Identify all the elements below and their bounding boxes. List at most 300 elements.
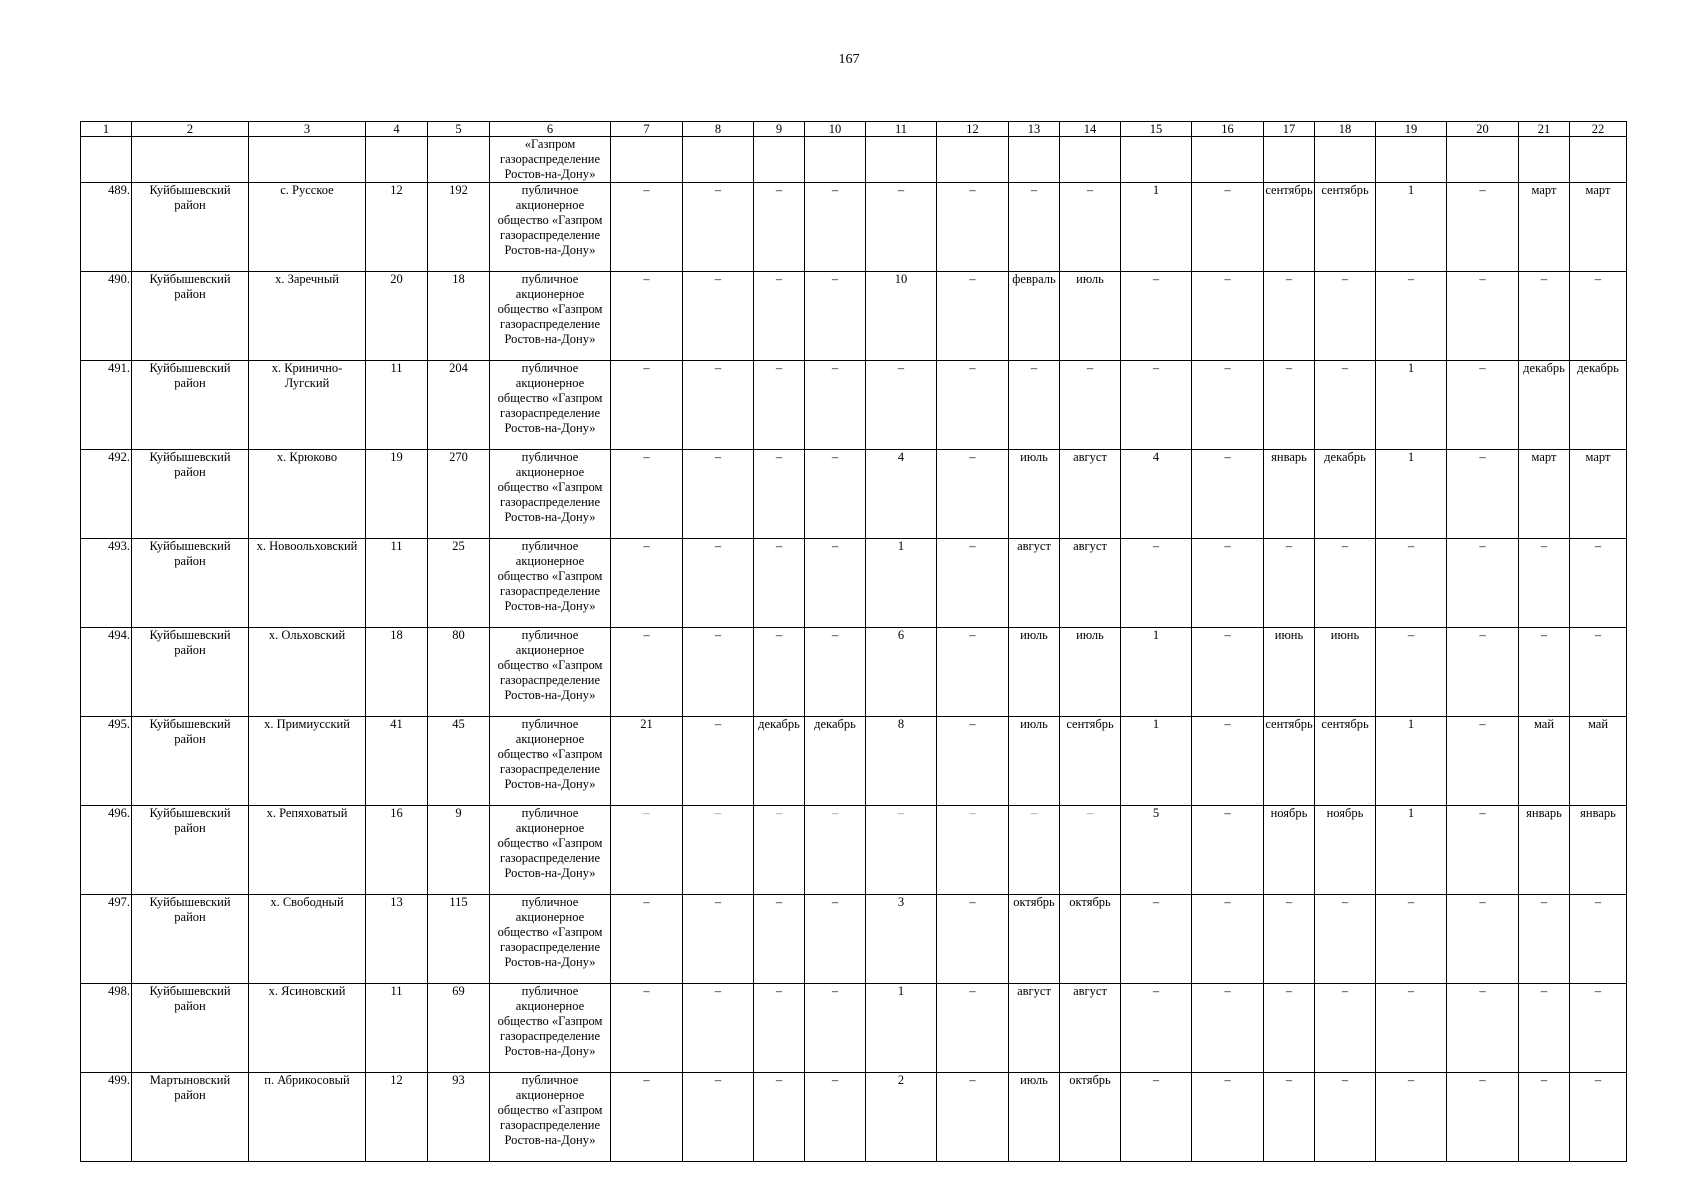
empty-cell — [366, 137, 428, 183]
col7-cell: – — [611, 272, 683, 361]
col17-cell: – — [1264, 272, 1315, 361]
col8-cell: – — [683, 361, 754, 450]
col9-cell: – — [754, 628, 805, 717]
col11-cell: – — [866, 361, 937, 450]
col19-cell: – — [1376, 984, 1447, 1073]
col12-cell: – — [937, 272, 1009, 361]
empty-cell — [1192, 137, 1264, 183]
col18-cell: сентябрь — [1315, 183, 1376, 272]
col9-cell: – — [754, 895, 805, 984]
empty-cell — [866, 137, 937, 183]
district-cell: Куйбышевский район — [132, 895, 249, 984]
col15-cell: – — [1121, 1073, 1192, 1162]
col5-cell: 93 — [428, 1073, 490, 1162]
col11-cell: 1 — [866, 539, 937, 628]
col9-cell: – — [754, 361, 805, 450]
col4-cell: 12 — [366, 1073, 428, 1162]
column-number-19: 19 — [1376, 122, 1447, 137]
col12-cell: – — [937, 717, 1009, 806]
col7-cell: – — [611, 361, 683, 450]
district-cell: Куйбышевский район — [132, 539, 249, 628]
col8-cell: – — [683, 984, 754, 1073]
organization-cell: публичное акционерное общество «Газпром газораспределение Ростов-на-Дону» — [490, 539, 611, 628]
organization-cell: публичное акционерное общество «Газпром газораспределение Ростов-на-Дону» — [490, 895, 611, 984]
column-number-8: 8 — [683, 122, 754, 137]
settlement-cell: х. Репяховатый — [249, 806, 366, 895]
column-number-21: 21 — [1519, 122, 1570, 137]
col19-cell: – — [1376, 272, 1447, 361]
col16-cell: – — [1192, 183, 1264, 272]
col12-cell: – — [937, 450, 1009, 539]
col15-cell: 4 — [1121, 450, 1192, 539]
column-number-row — [81, 122, 1627, 137]
col22-cell: – — [1570, 628, 1627, 717]
empty-cell — [1121, 137, 1192, 183]
col17-cell: сентябрь — [1264, 183, 1315, 272]
col8-cell: – — [683, 539, 754, 628]
organization-cell: публичное акционерное общество «Газпром газораспределение Ростов-на-Дону» — [490, 1073, 611, 1162]
empty-cell — [132, 137, 249, 183]
col10-cell: – — [805, 183, 866, 272]
col12-cell: – — [937, 984, 1009, 1073]
col19-cell: 1 — [1376, 450, 1447, 539]
col18-cell: – — [1315, 895, 1376, 984]
col21-cell: – — [1519, 272, 1570, 361]
settlement-cell: х. Ольховский — [249, 628, 366, 717]
row-number-cell: 498. — [81, 984, 132, 1073]
col11-cell: 1 — [866, 984, 937, 1073]
col20-cell: – — [1447, 806, 1519, 895]
col14-cell: июль — [1060, 272, 1121, 361]
col12-cell: – — [937, 539, 1009, 628]
col13-cell: февраль — [1009, 272, 1060, 361]
col7-cell: – — [611, 806, 683, 895]
col14-cell: – — [1060, 806, 1121, 895]
empty-cell — [611, 137, 683, 183]
settlement-cell: х. Примиусский — [249, 717, 366, 806]
col5-cell: 45 — [428, 717, 490, 806]
settlement-cell: х. Новоольховский — [249, 539, 366, 628]
col10-cell: – — [805, 450, 866, 539]
col11-cell: 8 — [866, 717, 937, 806]
col9-cell: – — [754, 183, 805, 272]
col13-cell: июль — [1009, 450, 1060, 539]
table-row — [81, 806, 1627, 895]
row-number-cell: 499. — [81, 1073, 132, 1162]
col16-cell: – — [1192, 539, 1264, 628]
col5-cell: 69 — [428, 984, 490, 1073]
column-number-10: 10 — [805, 122, 866, 137]
row-number-cell: 497. — [81, 895, 132, 984]
col11-cell: 4 — [866, 450, 937, 539]
col22-cell: – — [1570, 1073, 1627, 1162]
col4-cell: 11 — [366, 984, 428, 1073]
empty-cell — [1376, 137, 1447, 183]
col10-cell: – — [805, 1073, 866, 1162]
col13-cell: август — [1009, 539, 1060, 628]
col14-cell: август — [1060, 450, 1121, 539]
col18-cell: – — [1315, 1073, 1376, 1162]
col17-cell: – — [1264, 984, 1315, 1073]
col21-cell: – — [1519, 895, 1570, 984]
col15-cell: – — [1121, 361, 1192, 450]
col11-cell: 2 — [866, 1073, 937, 1162]
table-row — [81, 272, 1627, 361]
col17-cell: – — [1264, 539, 1315, 628]
table-row — [81, 1073, 1627, 1162]
col16-cell: – — [1192, 806, 1264, 895]
col11-cell: – — [866, 183, 937, 272]
organization-cell: публичное акционерное общество «Газпром газораспределение Ростов-на-Дону» — [490, 450, 611, 539]
column-number-3: 3 — [249, 122, 366, 137]
col15-cell: – — [1121, 539, 1192, 628]
col10-cell: – — [805, 539, 866, 628]
organization-cell: публичное акционерное общество «Газпром газораспределение Ростов-на-Дону» — [490, 806, 611, 895]
col17-cell: январь — [1264, 450, 1315, 539]
col19-cell: 1 — [1376, 806, 1447, 895]
column-number-17: 17 — [1264, 122, 1315, 137]
col21-cell: – — [1519, 984, 1570, 1073]
col19-cell: 1 — [1376, 361, 1447, 450]
col10-cell: – — [805, 895, 866, 984]
col12-cell: – — [937, 628, 1009, 717]
row-number-cell: 495. — [81, 717, 132, 806]
row-number-cell: 490. — [81, 272, 132, 361]
empty-cell — [1060, 137, 1121, 183]
column-number-9: 9 — [754, 122, 805, 137]
col14-cell: – — [1060, 183, 1121, 272]
col20-cell: – — [1447, 450, 1519, 539]
column-number-18: 18 — [1315, 122, 1376, 137]
col4-cell: 11 — [366, 361, 428, 450]
col7-cell: – — [611, 628, 683, 717]
column-number-20: 20 — [1447, 122, 1519, 137]
col17-cell: – — [1264, 361, 1315, 450]
col8-cell: – — [683, 272, 754, 361]
col19-cell: – — [1376, 628, 1447, 717]
col11-cell: – — [866, 806, 937, 895]
row-number-cell: 496. — [81, 806, 132, 895]
col22-cell: май — [1570, 717, 1627, 806]
column-number-15: 15 — [1121, 122, 1192, 137]
organization-cell: публичное акционерное общество «Газпром газораспределение Ростов-на-Дону» — [490, 361, 611, 450]
col15-cell: – — [1121, 895, 1192, 984]
col20-cell: – — [1447, 717, 1519, 806]
column-number-7: 7 — [611, 122, 683, 137]
col7-cell: – — [611, 183, 683, 272]
column-number-12: 12 — [937, 122, 1009, 137]
column-number-4: 4 — [366, 122, 428, 137]
column-number-1: 1 — [81, 122, 132, 137]
col20-cell: – — [1447, 984, 1519, 1073]
district-cell: Куйбышевский район — [132, 628, 249, 717]
col5-cell: 115 — [428, 895, 490, 984]
col17-cell: июнь — [1264, 628, 1315, 717]
settlement-cell: х. Ясиновский — [249, 984, 366, 1073]
col16-cell: – — [1192, 1073, 1264, 1162]
col4-cell: 11 — [366, 539, 428, 628]
col16-cell: – — [1192, 717, 1264, 806]
col21-cell: январь — [1519, 806, 1570, 895]
col8-cell: – — [683, 450, 754, 539]
col15-cell: – — [1121, 984, 1192, 1073]
settlement-cell: п. Абрикосовый — [249, 1073, 366, 1162]
col22-cell: – — [1570, 539, 1627, 628]
col17-cell: сентябрь — [1264, 717, 1315, 806]
col10-cell: – — [805, 361, 866, 450]
col12-cell: – — [937, 806, 1009, 895]
col4-cell: 16 — [366, 806, 428, 895]
col19-cell: – — [1376, 539, 1447, 628]
district-cell: Куйбышевский район — [132, 450, 249, 539]
table-row — [81, 628, 1627, 717]
col9-cell: – — [754, 1073, 805, 1162]
col19-cell: – — [1376, 1073, 1447, 1162]
empty-cell — [1519, 137, 1570, 183]
col4-cell: 41 — [366, 717, 428, 806]
col20-cell: – — [1447, 1073, 1519, 1162]
empty-cell — [805, 137, 866, 183]
col18-cell: – — [1315, 272, 1376, 361]
col14-cell: август — [1060, 539, 1121, 628]
col15-cell: 5 — [1121, 806, 1192, 895]
col21-cell: – — [1519, 628, 1570, 717]
col20-cell: – — [1447, 539, 1519, 628]
col21-cell: декабрь — [1519, 361, 1570, 450]
col5-cell: 18 — [428, 272, 490, 361]
column-number-14: 14 — [1060, 122, 1121, 137]
column-number-6: 6 — [490, 122, 611, 137]
col5-cell: 192 — [428, 183, 490, 272]
column-number-11: 11 — [866, 122, 937, 137]
row-number-cell: 494. — [81, 628, 132, 717]
col14-cell: октябрь — [1060, 895, 1121, 984]
empty-cell — [937, 137, 1009, 183]
col11-cell: 3 — [866, 895, 937, 984]
district-cell: Мартыновский район — [132, 1073, 249, 1162]
district-cell: Куйбышевский район — [132, 183, 249, 272]
empty-cell — [1315, 137, 1376, 183]
col18-cell: – — [1315, 984, 1376, 1073]
col15-cell: 1 — [1121, 628, 1192, 717]
organization-cell: публичное акционерное общество «Газпром газораспределение Ростов-на-Дону» — [490, 183, 611, 272]
row-number-cell: 493. — [81, 539, 132, 628]
col4-cell: 13 — [366, 895, 428, 984]
gasification-schedule-table — [80, 121, 1627, 1162]
district-cell: Куйбышевский район — [132, 717, 249, 806]
col15-cell: 1 — [1121, 717, 1192, 806]
col9-cell: – — [754, 539, 805, 628]
empty-cell — [683, 137, 754, 183]
organization-cell: публичное акционерное общество «Газпром газораспределение Ростов-на-Дону» — [490, 628, 611, 717]
col12-cell: – — [937, 1073, 1009, 1162]
col9-cell: декабрь — [754, 717, 805, 806]
column-number-5: 5 — [428, 122, 490, 137]
col7-cell: – — [611, 895, 683, 984]
col5-cell: 80 — [428, 628, 490, 717]
col20-cell: – — [1447, 272, 1519, 361]
col9-cell: – — [754, 272, 805, 361]
col18-cell: июнь — [1315, 628, 1376, 717]
col8-cell: – — [683, 806, 754, 895]
col8-cell: – — [683, 628, 754, 717]
table-row — [81, 895, 1627, 984]
col22-cell: март — [1570, 450, 1627, 539]
col12-cell: – — [937, 183, 1009, 272]
district-cell: Куйбышевский район — [132, 806, 249, 895]
col7-cell: 21 — [611, 717, 683, 806]
col12-cell: – — [937, 361, 1009, 450]
col22-cell: декабрь — [1570, 361, 1627, 450]
col16-cell: – — [1192, 272, 1264, 361]
col17-cell: ноябрь — [1264, 806, 1315, 895]
empty-cell — [81, 137, 132, 183]
column-number-16: 16 — [1192, 122, 1264, 137]
col20-cell: – — [1447, 361, 1519, 450]
col12-cell: – — [937, 895, 1009, 984]
col14-cell: – — [1060, 361, 1121, 450]
organization-cell: публичное акционерное общество «Газпром газораспределение Ростов-на-Дону» — [490, 984, 611, 1073]
table-row — [81, 361, 1627, 450]
col13-cell: – — [1009, 806, 1060, 895]
empty-cell — [1264, 137, 1315, 183]
col21-cell: март — [1519, 183, 1570, 272]
empty-cell — [1447, 137, 1519, 183]
column-number-22: 22 — [1570, 122, 1627, 137]
col18-cell: – — [1315, 539, 1376, 628]
col4-cell: 18 — [366, 628, 428, 717]
col9-cell: – — [754, 450, 805, 539]
col7-cell: – — [611, 984, 683, 1073]
col19-cell: 1 — [1376, 183, 1447, 272]
col13-cell: июль — [1009, 717, 1060, 806]
continuation-row — [81, 137, 1627, 183]
empty-cell — [249, 137, 366, 183]
organization-cell: публичное акционерное общество «Газпром газораспределение Ростов-на-Дону» — [490, 272, 611, 361]
settlement-cell: х. Кринично-Лугский — [249, 361, 366, 450]
settlement-cell: х. Заречный — [249, 272, 366, 361]
district-cell: Куйбышевский район — [132, 272, 249, 361]
col5-cell: 270 — [428, 450, 490, 539]
col4-cell: 20 — [366, 272, 428, 361]
column-number-2: 2 — [132, 122, 249, 137]
row-number-cell: 492. — [81, 450, 132, 539]
page-number: 167 — [838, 52, 860, 67]
settlement-cell: х. Крюково — [249, 450, 366, 539]
col13-cell: август — [1009, 984, 1060, 1073]
col15-cell: – — [1121, 272, 1192, 361]
col10-cell: – — [805, 628, 866, 717]
col17-cell: – — [1264, 1073, 1315, 1162]
col10-cell: – — [805, 806, 866, 895]
col22-cell: январь — [1570, 806, 1627, 895]
col13-cell: – — [1009, 361, 1060, 450]
settlement-cell: х. Свободный — [249, 895, 366, 984]
col8-cell: – — [683, 717, 754, 806]
table-row — [81, 984, 1627, 1073]
col5-cell: 204 — [428, 361, 490, 450]
col14-cell: сентябрь — [1060, 717, 1121, 806]
col10-cell: – — [805, 984, 866, 1073]
col14-cell: июль — [1060, 628, 1121, 717]
col16-cell: – — [1192, 361, 1264, 450]
col16-cell: – — [1192, 984, 1264, 1073]
col13-cell: октябрь — [1009, 895, 1060, 984]
col11-cell: 10 — [866, 272, 937, 361]
settlement-cell: с. Русское — [249, 183, 366, 272]
col22-cell: март — [1570, 183, 1627, 272]
col19-cell: – — [1376, 895, 1447, 984]
col21-cell: май — [1519, 717, 1570, 806]
empty-cell — [1570, 137, 1627, 183]
col9-cell: – — [754, 806, 805, 895]
col22-cell: – — [1570, 895, 1627, 984]
col8-cell: – — [683, 895, 754, 984]
table-row — [81, 717, 1627, 806]
col20-cell: – — [1447, 895, 1519, 984]
col8-cell: – — [683, 183, 754, 272]
table-row — [81, 539, 1627, 628]
col21-cell: март — [1519, 450, 1570, 539]
district-cell: Куйбышевский район — [132, 361, 249, 450]
organization-cell: публичное акционерное общество «Газпром газораспределение Ростов-на-Дону» — [490, 717, 611, 806]
district-cell: Куйбышевский район — [132, 984, 249, 1073]
col7-cell: – — [611, 450, 683, 539]
col18-cell: ноябрь — [1315, 806, 1376, 895]
col20-cell: – — [1447, 628, 1519, 717]
col21-cell: – — [1519, 539, 1570, 628]
col14-cell: август — [1060, 984, 1121, 1073]
table-row — [81, 183, 1627, 272]
col11-cell: 6 — [866, 628, 937, 717]
col16-cell: – — [1192, 628, 1264, 717]
col8-cell: – — [683, 1073, 754, 1162]
col22-cell: – — [1570, 272, 1627, 361]
empty-cell — [428, 137, 490, 183]
col20-cell: – — [1447, 183, 1519, 272]
col13-cell: июль — [1009, 1073, 1060, 1162]
col14-cell: октябрь — [1060, 1073, 1121, 1162]
empty-cell — [1009, 137, 1060, 183]
col17-cell: – — [1264, 895, 1315, 984]
col7-cell: – — [611, 539, 683, 628]
col18-cell: – — [1315, 361, 1376, 450]
row-number-cell: 489. — [81, 183, 132, 272]
col10-cell: – — [805, 272, 866, 361]
col5-cell: 25 — [428, 539, 490, 628]
col16-cell: – — [1192, 895, 1264, 984]
col4-cell: 19 — [366, 450, 428, 539]
col10-cell: декабрь — [805, 717, 866, 806]
continuation-organization-cell: «Газпром газораспределение Ростов-на-Дону» — [490, 137, 611, 183]
column-number-13: 13 — [1009, 122, 1060, 137]
col13-cell: – — [1009, 183, 1060, 272]
col16-cell: – — [1192, 450, 1264, 539]
col13-cell: июль — [1009, 628, 1060, 717]
col18-cell: декабрь — [1315, 450, 1376, 539]
col19-cell: 1 — [1376, 717, 1447, 806]
col4-cell: 12 — [366, 183, 428, 272]
col9-cell: – — [754, 984, 805, 1073]
col15-cell: 1 — [1121, 183, 1192, 272]
col18-cell: сентябрь — [1315, 717, 1376, 806]
row-number-cell: 491. — [81, 361, 132, 450]
col21-cell: – — [1519, 1073, 1570, 1162]
table-row — [81, 450, 1627, 539]
col22-cell: – — [1570, 984, 1627, 1073]
empty-cell — [754, 137, 805, 183]
col5-cell: 9 — [428, 806, 490, 895]
